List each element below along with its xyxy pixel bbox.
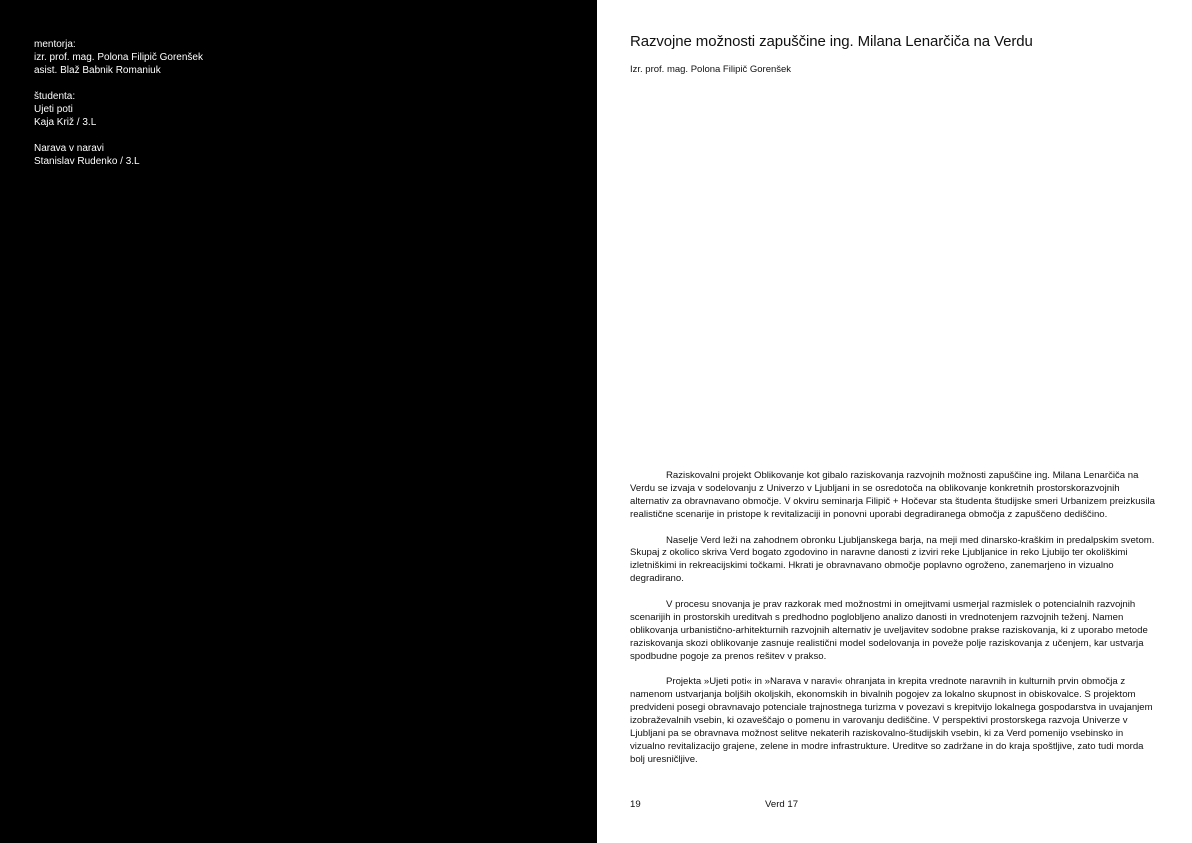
credit-line: izr. prof. mag. Polona Filipič Gorenšek xyxy=(34,52,203,63)
credit-line: asist. Blaž Babnik Romaniuk xyxy=(34,65,161,76)
running-title: Verd 17 xyxy=(765,799,799,810)
page-number: 19 xyxy=(630,799,641,810)
paragraph: Projekta »Ujeti poti« in »Narava v naravi« ohranjata in krepita vrednote naravnih in kulturnih prvin območja z namenom ustvarjanja boljših okoljskih, ekonomskih in bivalnih pogojev za lokalno skupnost in obiskovalce. S projektom predvideni posegi obravnavajo potenciale trajnostnega turizma v povezavi s krepitvijo lokalnega gospodarstva in uvajanjem izobraževalnih vsebin, ki ozaveščajo o pomenu in varovanju dediščine. V perspektivi prostorskega razvoja Univerze v Ljubljani pa se obravnava možnost selitve nekaterih raziskovalno-študijskih vsebin, ki za Verd pomenijo vsebinsko in vizualno revitalizacijo grajene, zelene in modre infrastrukture. Ureditve so zadržane in do kraja spoštljive, zato tudi morda bolj uresničljive. xyxy=(630,676,1153,765)
credit-line: Narava v naravi xyxy=(34,143,105,154)
project-group xyxy=(34,142,203,168)
credit-line: mentorja: xyxy=(34,39,76,50)
author-line: Izr. prof. mag. Polona Filipič Gorenšek xyxy=(630,64,792,75)
credit-line: Kaja Križ / 3.L xyxy=(34,117,97,128)
body-text xyxy=(630,470,1160,780)
paragraph: Raziskovalni projekt Oblikovanje kot gibalo raziskovanja razvojnih možnosti zapuščine ing. Milana Lenarčiča na Verdu se izvaja v sodelovanju z Univerzo v Ljubljani in se osredotoča na oblikovanje konkretnih prostorskorazvojnih alternativ za obravnavano območje. V okviru seminarja Filipič + Hočevar sta študenta študijske smeri Urbanizem preizkusila realistične scenarije in pristope k revitalizaciji in ponovni uporabi degradiranega območja z zapuščeno dediščino. xyxy=(630,470,1155,520)
credit-line: Stanislav Rudenko / 3.L xyxy=(34,156,140,167)
credit-line: Ujeti poti xyxy=(34,104,73,115)
mentors-group xyxy=(34,38,203,77)
credit-line: študenta: xyxy=(34,91,76,102)
right-page xyxy=(597,0,1192,843)
paragraph: V procesu snovanja je prav razkorak med možnostmi in omejitvami usmerjal razmislek o potencialnih razvojnih scenarijih in prostorskih ureditvah s predhodno poglobljeno analizo danosti in vrednotenjem razvojnih teženj. Namen oblikovanja urbanistično-arhitekturnih razvojnih alternativ je uveljavitev sodobne prakse raziskovanja, ki z uporabo metode raziskovanja skozi oblikovanje zasnuje realistični model sodelovanja in poveže polje raziskovanja z učenjem, kar ustvarja spodbudne pogoje za prenos rešitev v prakso. xyxy=(630,599,1148,662)
credits-block xyxy=(34,38,203,181)
paragraph: Naselje Verd leži na zahodnem obronku Ljubljanskega barja, na meji med dinarsko-kraškim in predalpskim svetom. Skupaj z okolico skriva Verd bogato zgodovino in naravne danosti z izviri reke Ljubljanice in reko Ljubijo ter okoliškimi izletniškimi in rekreacijskimi točkami. Hkrati je obravnavano območje poplavno ogroženo, zanemarjeno in vizualno degradirano. xyxy=(630,534,1155,585)
page-title: Razvojne možnosti zapuščine ing. Milana Lenarčiča na Verdu xyxy=(630,33,1033,50)
students-group xyxy=(34,90,203,129)
